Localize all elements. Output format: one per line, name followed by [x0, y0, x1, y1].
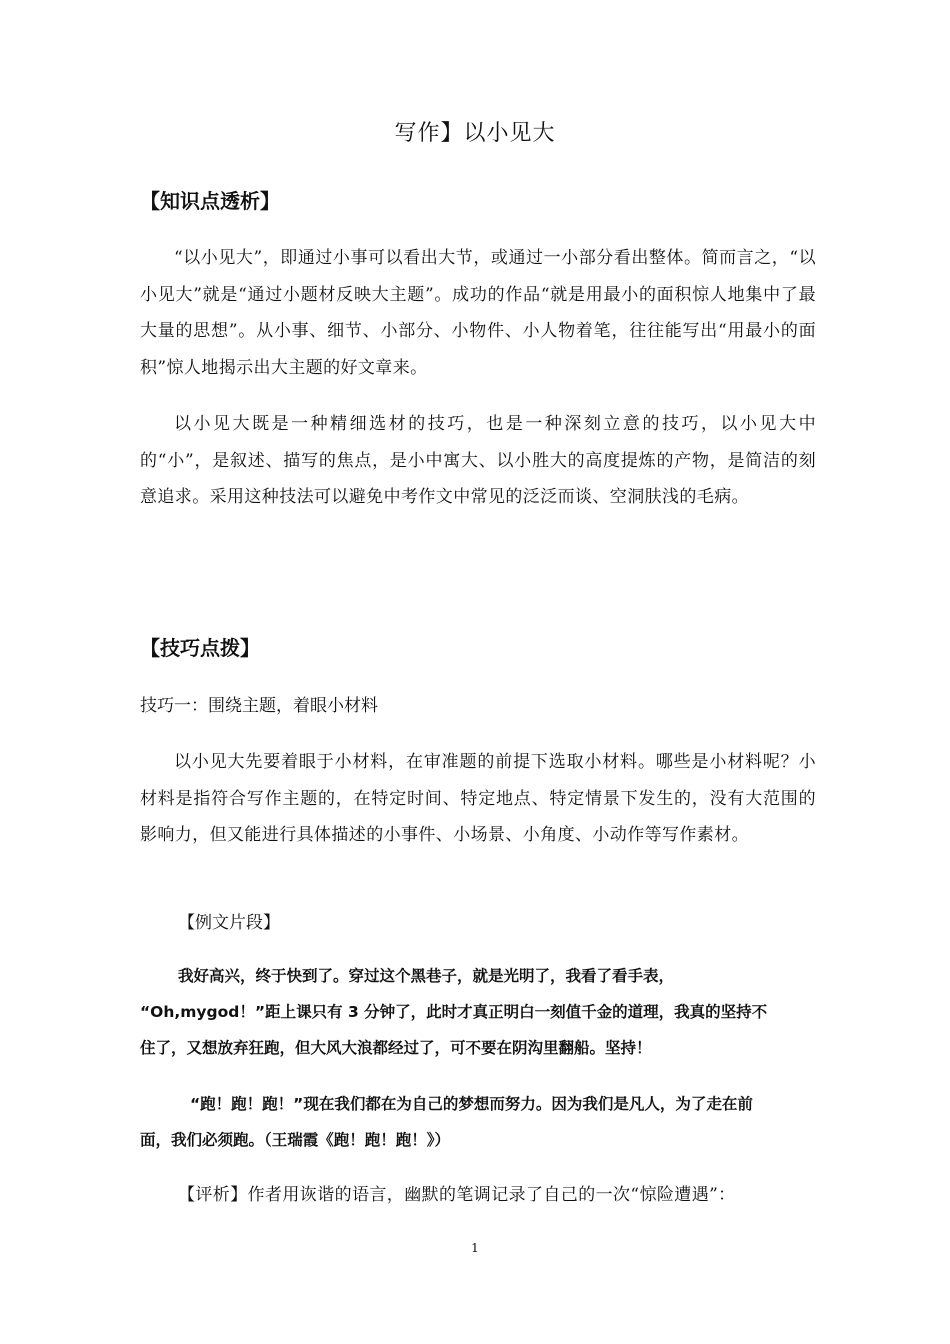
example-passage-2 — [140, 1086, 816, 1158]
tip1-paragraph: 以小见大先要着眼于小材料，在审准题的前提下选取小材料。哪些是小材料呢？小材料是指符合写作主题的，在特定时间、特定地点、特定情景下发生的，没有大范围的影响力，但又能进行具体描述的小事件、小场景、小角度、小动作等写作素材。 — [140, 752, 816, 845]
knowledge-paragraph-2: 以小见大既是一种精细选材的技巧，也是一种深刻立意的技巧，以小见大中的“小”，是叙述、描写的焦点，是小中寓大、以小胜大的高度提炼的产物，是简洁的刻意追求。采用这种技法可以避免中考作文中常见的泛泛而谈、空洞肤浅的毛病。 — [140, 414, 816, 507]
example-line: “Oh,mygod！”距上课只有 3 分钟了，此时才真正明白一刻值千金的道理，我真的坚持不 — [140, 1003, 768, 1021]
example-line: 面，我们必须跑。（王瑞霞《跑！跑！跑！》） — [140, 1131, 451, 1149]
example-label: 【例文片段】 — [178, 913, 280, 933]
example-line: 我好高兴，终于快到了。穿过这个黑巷子，就是光明了，我看了看手表， — [178, 967, 675, 985]
example-passage-1 — [140, 958, 816, 1066]
tip1-title: 技巧一：围绕主题，着眼小材料 — [140, 696, 378, 716]
analysis-paragraph: 【评析】作者用诙谐的语言，幽默的笔调记录了自己的一次“惊险遭遇”： — [178, 1185, 736, 1205]
section-heading-knowledge: 【知识点透析】 — [140, 189, 280, 213]
example-line: “跑！跑！跑！”现在我们都在为自己的梦想而努力。因为我们是凡人，为了走在前 — [190, 1095, 753, 1113]
example-line: 住了，又想放弃狂跑，但大风大浪都经过了，可不要在阴沟里翻船。坚持！ — [140, 1039, 652, 1057]
page-number: 1 — [471, 1241, 479, 1255]
document-title: 写作】以小见大 — [394, 121, 556, 146]
section-heading-tips: 【技巧点拨】 — [140, 636, 260, 660]
knowledge-paragraph-1: “以小见大”，即通过小事可以看出大节，或通过一小部分看出整体。简而言之，“以小见大”就是“通过小题材反映大主题”。成功的作品“就是用最小的面积惊人地集中了最大量的思想”。从小事、细节、小部分、小物件、小人物着笔，往往能写出“用最小的面积”惊人地揭示出大主题的好文章来。 — [140, 248, 816, 378]
